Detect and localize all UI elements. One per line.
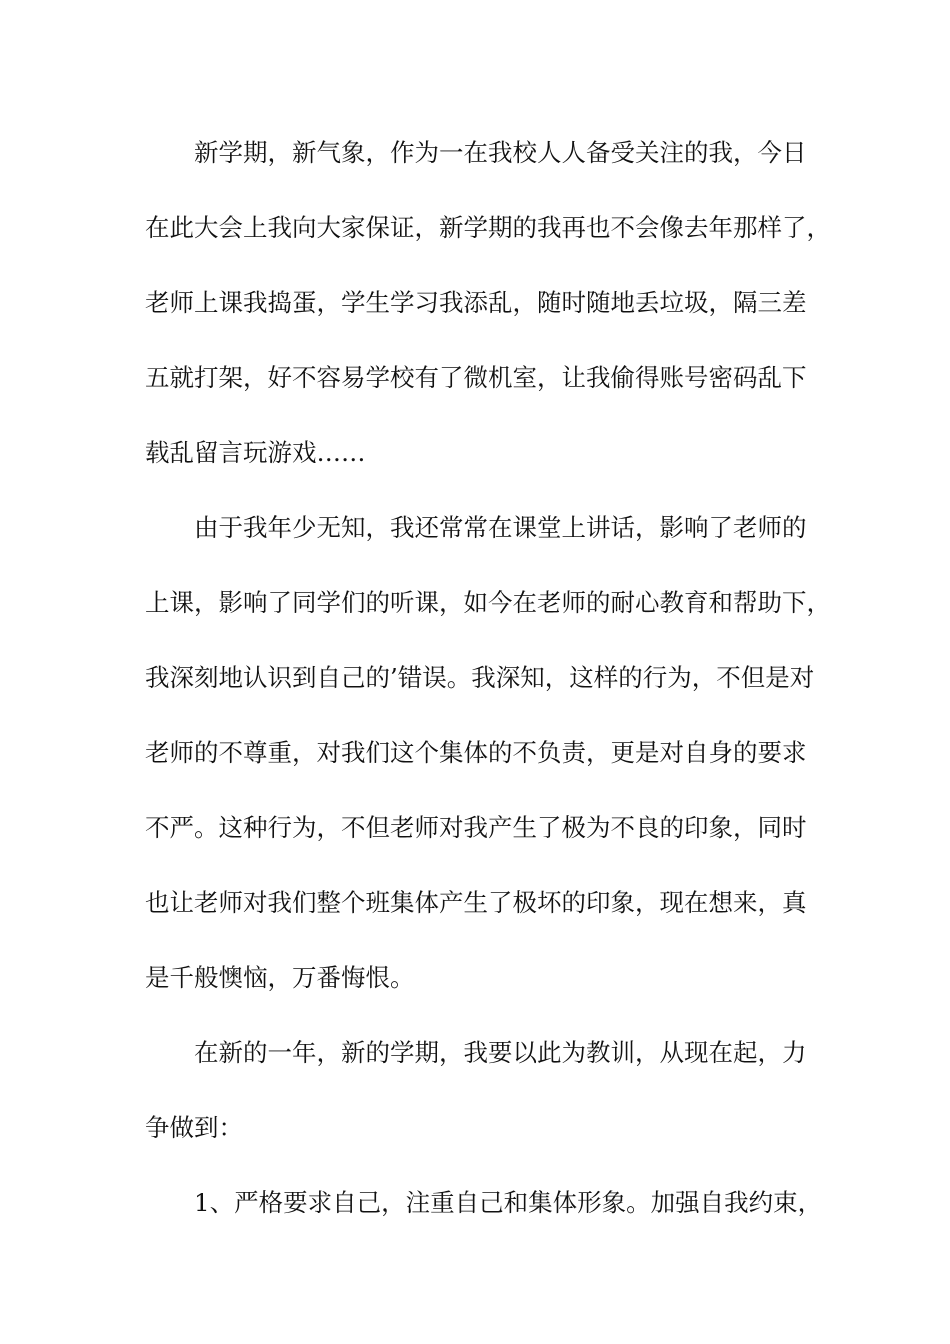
text-line: 我深刻地认识到自己的’错误。我深知，这样的行为，不但是对 [145,663,815,692]
text-line: 由于我年少无知，我还常常在课堂上讲话，影响了老师的 [194,513,807,542]
text-line: 争做到： [145,1113,243,1142]
text-line: 在此大会上我向大家保证，新学期的我再也不会像去年那样了， [145,213,831,242]
text-line: 是千般懊恼，万番悔恨。 [145,963,415,992]
paragraph-1 [145,131,831,506]
text-line: 五就打架，好不容易学校有了微机室，让我偷得账号密码乱下 [145,363,807,392]
document-body [145,131,831,1256]
paragraph-2 [145,506,831,1031]
text-line: 新学期，新气象，作为一在我校人人备受关注的我，今日 [194,138,807,167]
text-line: 1、严格要求自己，注重自己和集体形象。加强自我约束， [194,1188,823,1217]
paragraph-4 [145,1181,825,1256]
text-line: 载乱留言玩游戏…… [145,438,366,467]
text-line: 上课，影响了同学们的听课，如今在老师的耐心教育和帮助下， [145,588,831,617]
text-line: 不严。这种行为，不但老师对我产生了极为不良的印象，同时 [145,813,807,842]
text-line: 在新的一年，新的学期，我要以此为教训，从现在起，力 [194,1038,807,1067]
text-line: 也让老师对我们整个班集体产生了极坏的印象，现在想来，真 [145,888,807,917]
paragraph-3 [145,1031,825,1181]
text-line: 老师上课我捣蛋，学生学习我添乱，随时随地丢垃圾，隔三差 [145,288,807,317]
text-line: 老师的不尊重，对我们这个集体的不负责，更是对自身的要求 [145,738,807,767]
